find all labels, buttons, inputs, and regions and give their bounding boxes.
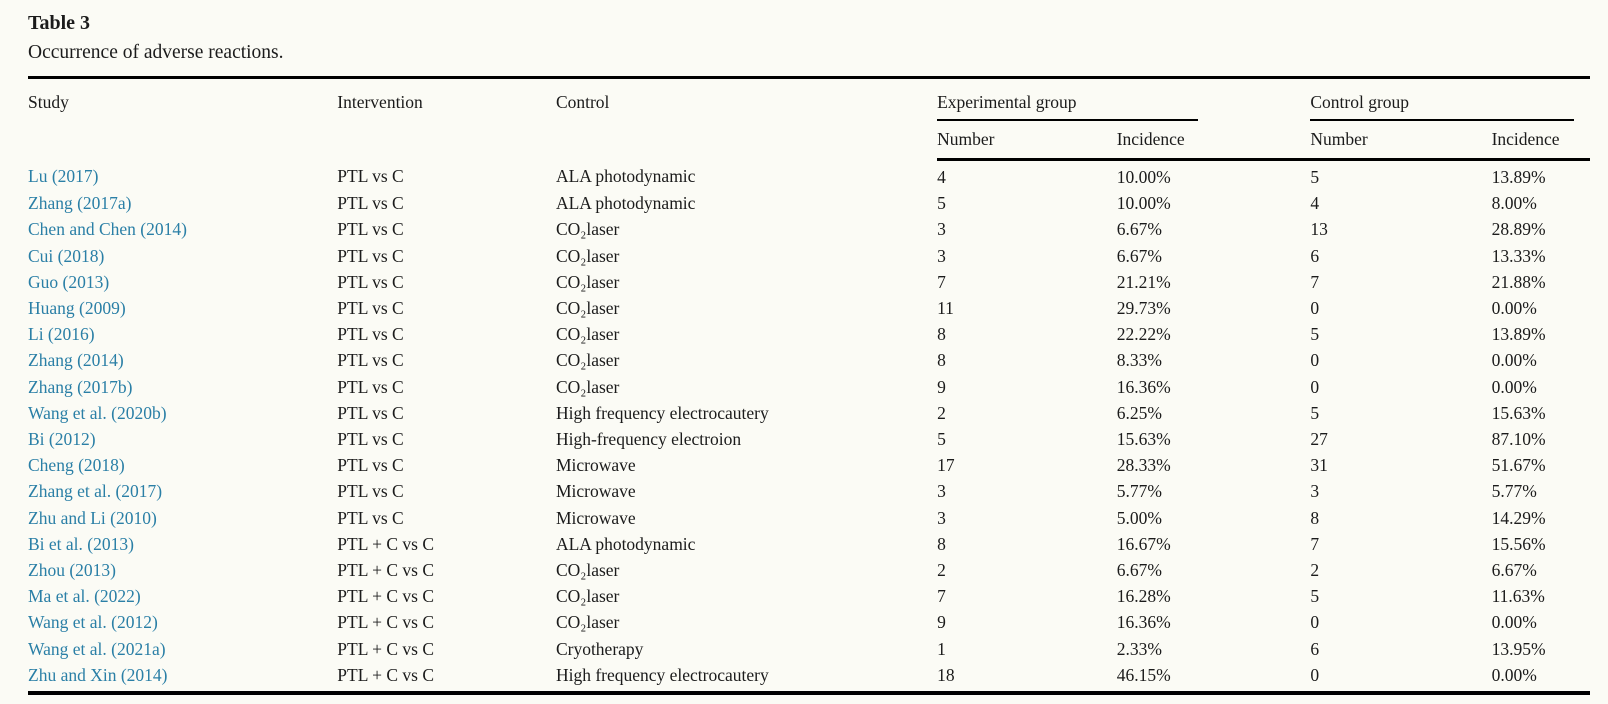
column-header-control: Control (555, 92, 610, 112)
column-group-experimental: Experimental group (937, 78, 1310, 122)
table-row (28, 531, 1590, 557)
control-cell: Cryotherapy (555, 638, 644, 659)
exp-number-cell: 1 (937, 638, 946, 659)
exp-number-cell: 18 (937, 664, 955, 685)
table-row (28, 400, 1590, 426)
study-citation-link[interactable]: Li (2016) (28, 324, 95, 345)
intervention-cell: PTL vs C (337, 376, 404, 397)
exp-number-cell: 9 (937, 376, 946, 397)
study-cell (28, 609, 337, 635)
exp-incidence-cell: 28.33% (1116, 455, 1171, 476)
study-cell (28, 190, 337, 216)
intervention-cell: PTL vs C (337, 245, 404, 266)
ctrl-incidence-cell: 13.89% (1491, 324, 1546, 345)
column-header-ctrl-incidence: Incidence (1492, 121, 1590, 160)
ctrl-incidence-cell: 15.56% (1491, 533, 1546, 554)
ctrl-incidence-cell: 5.77% (1491, 481, 1537, 502)
study-citation-link[interactable]: Zhang (2017a) (28, 193, 132, 214)
control-cell: High frequency electrocautery (555, 402, 769, 423)
study-citation-link[interactable]: Zhang (2017b) (28, 376, 133, 397)
ctrl-incidence-cell: 8.00% (1491, 193, 1537, 214)
control-cell: CO₂laser (555, 271, 620, 292)
exp-number-cell: 3 (937, 481, 946, 502)
table-row (28, 216, 1590, 242)
control-cell: CO₂laser (555, 324, 620, 345)
ctrl-incidence-cell: 14.29% (1491, 507, 1546, 528)
intervention-cell: PTL + C vs C (337, 638, 435, 659)
study-citation-link[interactable]: Huang (2009) (28, 298, 126, 319)
ctrl-incidence-cell: 87.10% (1491, 429, 1546, 450)
table-row (28, 295, 1590, 321)
exp-incidence-cell: 16.36% (1116, 612, 1171, 633)
exp-incidence-cell: 10.00% (1116, 167, 1171, 187)
table-row (28, 374, 1590, 400)
control-cell: Microwave (555, 455, 636, 476)
exp-incidence-cell: 29.73% (1116, 298, 1171, 319)
intervention-cell: PTL vs C (337, 166, 404, 187)
study-citation-link[interactable]: Bi (2012) (28, 429, 96, 450)
table-row (28, 583, 1590, 609)
ctrl-number-cell: 0 (1310, 298, 1320, 319)
control-cell: CO₂laser (555, 219, 620, 240)
table-row (28, 452, 1590, 478)
exp-number-cell: 8 (937, 324, 946, 345)
ctrl-number-cell: 6 (1310, 245, 1320, 266)
ctrl-number-cell: 7 (1310, 271, 1320, 292)
table-row (28, 190, 1590, 216)
column-header-study: Study (28, 92, 69, 112)
exp-number-cell: 7 (937, 586, 946, 607)
table-row (28, 269, 1590, 295)
ctrl-incidence-cell: 13.33% (1491, 245, 1546, 266)
ctrl-number-cell: 6 (1310, 638, 1320, 659)
exp-incidence-cell: 6.25% (1116, 402, 1162, 423)
ctrl-number-cell: 31 (1310, 455, 1328, 476)
ctrl-number-cell: 7 (1310, 533, 1320, 554)
control-cell: CO₂laser (555, 350, 620, 371)
ctrl-incidence-cell: 21.88% (1491, 271, 1546, 292)
control-cell: CO₂laser (555, 560, 620, 581)
ctrl-number-cell: 0 (1310, 664, 1320, 685)
table-row (28, 160, 1590, 191)
table-row (28, 243, 1590, 269)
table-row (28, 347, 1590, 373)
ctrl-number-cell: 5 (1310, 324, 1320, 345)
ctrl-incidence-cell: 0.00% (1491, 612, 1537, 633)
ctrl-incidence-cell: 13.89% (1491, 167, 1546, 187)
table-label: Table 3 (28, 12, 91, 34)
table-row (28, 321, 1590, 347)
table-caption: Occurrence of adverse reactions. (28, 42, 284, 63)
exp-number-cell: 8 (937, 350, 946, 371)
study-cell (28, 662, 337, 693)
exp-number-cell: 9 (937, 612, 946, 633)
study-citation-link[interactable]: Wang et al. (2021a) (28, 638, 166, 659)
study-cell (28, 160, 337, 191)
control-cell: CO₂laser (555, 586, 620, 607)
exp-incidence-cell: 8.33% (1116, 350, 1162, 371)
ctrl-number-cell: 5 (1310, 167, 1320, 187)
study-citation-link[interactable]: Zhu and Xin (2014) (28, 664, 168, 685)
intervention-cell: PTL + C vs C (337, 560, 435, 581)
ctrl-incidence-cell: 13.95% (1491, 638, 1546, 659)
study-citation-link[interactable]: Cheng (2018) (28, 455, 125, 476)
table-row (28, 557, 1590, 583)
table-header (28, 78, 1590, 160)
column-header-intervention: Intervention (337, 92, 423, 112)
study-cell (28, 374, 337, 400)
study-cell (28, 269, 337, 295)
intervention-cell: PTL + C vs C (337, 586, 435, 607)
intervention-cell: PTL vs C (337, 507, 404, 528)
ctrl-number-cell: 3 (1310, 481, 1320, 502)
study-cell (28, 505, 337, 531)
ctrl-number-cell: 8 (1310, 507, 1320, 528)
intervention-cell: PTL + C vs C (337, 533, 435, 554)
ctrl-incidence-cell: 11.63% (1491, 586, 1545, 607)
exp-incidence-cell: 21.21% (1116, 271, 1171, 292)
study-citation-link[interactable]: Wang et al. (2012) (28, 612, 158, 633)
study-citation-link[interactable]: Zhou (2013) (28, 560, 116, 581)
control-cell: CO₂laser (555, 245, 620, 266)
ctrl-number-cell: 4 (1310, 193, 1320, 214)
exp-incidence-cell: 15.63% (1116, 429, 1171, 450)
study-cell (28, 583, 337, 609)
exp-incidence-cell: 2.33% (1116, 638, 1162, 659)
table-row (28, 505, 1590, 531)
exp-number-cell: 3 (937, 219, 946, 240)
exp-number-cell: 3 (937, 507, 946, 528)
intervention-cell: PTL vs C (337, 271, 404, 292)
exp-number-cell: 2 (937, 560, 946, 581)
exp-number-cell: 3 (937, 245, 946, 266)
ctrl-number-cell: 2 (1310, 560, 1320, 581)
intervention-cell: PTL vs C (337, 429, 404, 450)
exp-incidence-cell: 46.15% (1116, 664, 1171, 685)
ctrl-incidence-cell: 0.00% (1491, 664, 1537, 685)
intervention-cell: PTL vs C (337, 455, 404, 476)
ctrl-incidence-cell: 0.00% (1491, 350, 1537, 371)
control-cell: High frequency electrocautery (555, 664, 769, 685)
ctrl-incidence-cell: 28.89% (1491, 219, 1546, 240)
intervention-cell: PTL + C vs C (337, 612, 435, 633)
study-citation-link[interactable]: Bi et al. (2013) (28, 533, 134, 554)
exp-number-cell: 7 (937, 271, 946, 292)
exp-number-cell: 2 (937, 402, 946, 423)
intervention-cell: PTL vs C (337, 402, 404, 423)
ctrl-number-cell: 5 (1310, 402, 1320, 423)
ctrl-number-cell: 0 (1310, 612, 1320, 633)
study-citation-link[interactable]: Zhang (2014) (28, 350, 124, 371)
study-cell (28, 531, 337, 557)
table-row (28, 636, 1590, 662)
intervention-cell: PTL + C vs C (337, 664, 435, 685)
control-cell: CO₂laser (555, 298, 620, 319)
column-header-ctrl-number: Number (1310, 121, 1491, 160)
study-citation-link[interactable]: Zhu and Li (2010) (28, 507, 157, 528)
study-cell (28, 347, 337, 373)
study-cell (28, 321, 337, 347)
column-group-control: Control group (1310, 78, 1590, 122)
control-cell: Microwave (555, 481, 636, 502)
study-citation-link[interactable]: Zhang et al. (2017) (28, 481, 163, 502)
control-cell: Microwave (555, 507, 636, 528)
study-citation-link[interactable]: Guo (2013) (28, 271, 110, 292)
study-cell (28, 243, 337, 269)
control-cell: ALA photodynamic (555, 166, 696, 187)
study-cell (28, 636, 337, 662)
exp-number-cell: 11 (937, 298, 954, 319)
exp-incidence-cell: 16.36% (1116, 376, 1171, 397)
exp-incidence-cell: 6.67% (1116, 560, 1162, 581)
study-citation-link[interactable]: Ma et al. (2022) (28, 586, 141, 607)
table-row (28, 478, 1590, 504)
ctrl-number-cell: 0 (1310, 376, 1320, 397)
study-citation-link[interactable]: Wang et al. (2020b) (28, 402, 167, 423)
exp-incidence-cell: 6.67% (1116, 245, 1162, 266)
intervention-cell: PTL vs C (337, 481, 404, 502)
study-citation-link[interactable]: Cui (2018) (28, 245, 105, 266)
ctrl-incidence-cell: 6.67% (1491, 560, 1537, 581)
exp-incidence-cell: 16.67% (1116, 533, 1171, 554)
table-row (28, 609, 1590, 635)
adverse-reactions-table (28, 76, 1590, 695)
ctrl-incidence-cell: 0.00% (1491, 298, 1537, 319)
intervention-cell: PTL vs C (337, 219, 404, 240)
exp-number-cell: 4 (937, 167, 946, 187)
ctrl-number-cell: 27 (1310, 429, 1328, 450)
study-cell (28, 478, 337, 504)
ctrl-number-cell: 13 (1310, 219, 1328, 240)
ctrl-incidence-cell: 0.00% (1491, 376, 1537, 397)
exp-incidence-cell: 6.67% (1116, 219, 1162, 240)
table-row (28, 426, 1590, 452)
study-cell (28, 557, 337, 583)
intervention-cell: PTL vs C (337, 193, 404, 214)
exp-incidence-cell: 10.00% (1116, 193, 1171, 214)
control-cell: CO₂laser (555, 376, 620, 397)
exp-incidence-cell: 5.77% (1116, 481, 1162, 502)
control-cell: ALA photodynamic (555, 533, 696, 554)
exp-number-cell: 8 (937, 533, 946, 554)
study-cell (28, 400, 337, 426)
control-cell: CO₂laser (555, 612, 620, 633)
study-citation-link[interactable]: Chen and Chen (2014) (28, 219, 187, 240)
exp-incidence-cell: 5.00% (1116, 507, 1162, 528)
intervention-cell: PTL vs C (337, 350, 404, 371)
study-cell (28, 295, 337, 321)
exp-incidence-cell: 22.22% (1116, 324, 1171, 345)
control-cell: High-frequency electroion (555, 429, 742, 450)
exp-number-cell: 5 (937, 429, 946, 450)
intervention-cell: PTL vs C (337, 298, 404, 319)
column-header-exp-number: Number (937, 121, 1117, 160)
intervention-cell: PTL vs C (337, 324, 404, 345)
ctrl-incidence-cell: 15.63% (1491, 402, 1546, 423)
table-row (28, 662, 1590, 693)
exp-number-cell: 17 (937, 455, 955, 476)
study-cell (28, 216, 337, 242)
ctrl-number-cell: 0 (1310, 350, 1320, 371)
study-citation-link[interactable]: Lu (2017) (28, 166, 99, 187)
ctrl-number-cell: 5 (1310, 586, 1320, 607)
exp-incidence-cell: 16.28% (1116, 586, 1171, 607)
exp-number-cell: 5 (937, 193, 946, 214)
table-body (28, 160, 1590, 694)
study-cell (28, 426, 337, 452)
ctrl-incidence-cell: 51.67% (1491, 455, 1546, 476)
study-cell (28, 452, 337, 478)
column-header-exp-incidence: Incidence (1117, 121, 1311, 160)
control-cell: ALA photodynamic (555, 193, 696, 214)
